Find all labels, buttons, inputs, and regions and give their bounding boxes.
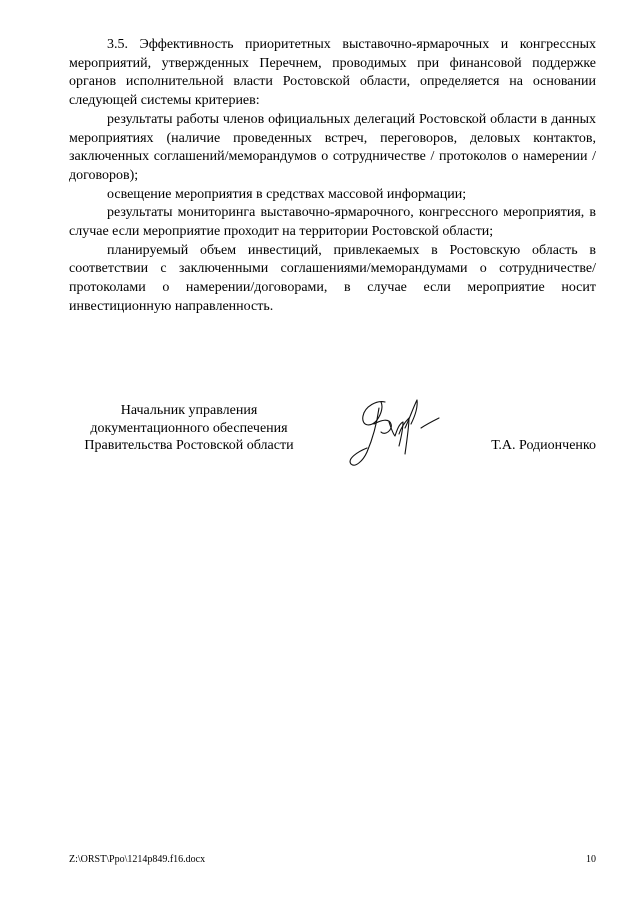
- signatory-position: [69, 402, 309, 455]
- document-body: [69, 36, 596, 317]
- page-footer: [69, 853, 596, 867]
- signatory-name: Т.А. Родионченко: [491, 438, 596, 453]
- handwritten-signature-icon: [341, 394, 451, 474]
- paragraph-criteria-intro: 3.5. Эффективность приоритетных выставочно-ярмарочных и конгрессных мероприятий, утвержденных Перечнем, проводимых при финансовой поддержке органов исполнительной власти Ростовской области, определяется на основании следующей системы критериев:: [69, 37, 596, 109]
- signature-block: [69, 402, 596, 482]
- paragraph-monitoring-results: результаты мониторинга выставочно-ярмарочного, конгрессного мероприятия, в случае если мероприятие проходит на территории Ростовской области;: [69, 205, 596, 240]
- footer-file-path: Z:\ORST\Ppo\1214p849.f16.docx: [69, 854, 206, 865]
- signatory-position-line: документационного обеспечения: [90, 420, 288, 436]
- signatory-position-line: Начальник управления: [120, 403, 258, 418]
- page-number: 10: [586, 854, 596, 865]
- paragraph-delegation-results: результаты работы членов официальных делегаций Ростовской области в данных мероприятиях (наличие проведенных встреч, переговоров, деловых контактов, заключенных соглашений/меморандумов о сотрудничестве / протоколов о намерении / договоров);: [69, 111, 596, 183]
- signatory-position-line: Правительства Ростовской области: [84, 438, 294, 453]
- paragraph-planned-investments: планируемый объем инвестиций, привлекаемых в Ростовскую область в соответствии с заключенными соглашениями/меморандумами о сотрудничестве/протоколами о намерении/договорами, в случае если мероприятие носит инвестиционную направленность.: [69, 242, 596, 314]
- paragraph-media-coverage: освещение мероприятия в средствах массовой информации;: [107, 186, 467, 202]
